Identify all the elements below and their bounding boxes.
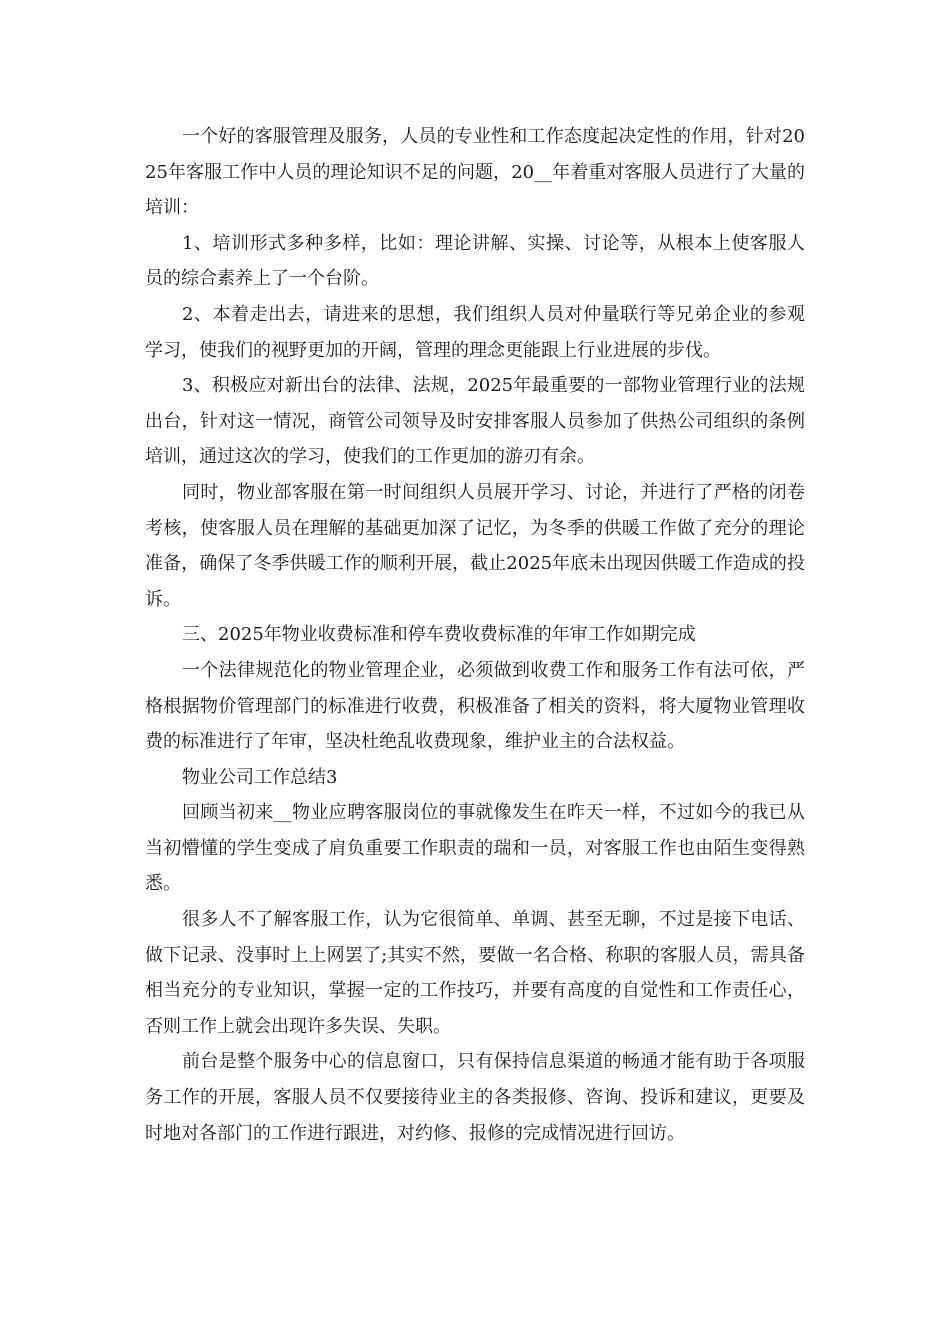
- paragraph-training-item-2: 2、本着走出去，请进来的思想，我们组织人员对仲量联行等兄弟企业的参观学习，使我们的视野更加的开阔，管理的理念更能跟上行业进展的步伐。: [145, 303, 805, 361]
- section-heading-summary-3: 物业公司工作总结3: [182, 766, 338, 788]
- section-heading-fee-review: 三、2025年物业收费标准和停车费收费标准的年审工作如期完成: [182, 624, 696, 646]
- paragraph-training-item-1: 1、培训形式多种多样，比如：理论讲解、实操、讨论等，从根本上使客服人员的综合素养上了一个台阶。: [145, 232, 805, 290]
- paragraph-training-intro: 一个好的客服管理及服务，人员的专业性和工作态度起决定性的作用，针对2025年客服工作中人员的理论知识不足的问题，20__年着重对客服人员进行了大量的培训：: [145, 126, 805, 219]
- document-body: [145, 119, 805, 1151]
- paragraph-heating-exam: 同时，物业部客服在第一时间组织人员展开学习、讨论，并进行了严格的闭卷考核，使客服人员在理解的基础更加深了记忆，为冬季的供暖工作做了充分的理论准备，确保了冬季供暖工作的顺利开展，截止2025年底未出现因供暖工作造成的投诉。: [145, 481, 805, 610]
- paragraph-looking-back: 回顾当初来__物业应聘客服岗位的事就像发生在昨天一样，不过如今的我已从当初懵懂的学生变成了肩负重要工作职责的瑞和一员，对客服工作也由陌生变得熟悉。: [145, 802, 805, 895]
- paragraph-fee-review: 一个法律规范化的物业管理企业，必须做到收费工作和服务工作有法可依，严格根据物价管理部门的标准进行收费，积极准备了相关的资料，将大厦物业管理收费的标准进行了年审，坚决杜绝乱收费现象，维护业主的合法权益。: [145, 659, 805, 753]
- paragraph-customer-service-role: 很多人不了解客服工作，认为它很简单、单调、甚至无聊，不过是接下电话、做下记录、没事时上上网罢了;其实不然，要做一名合格、称职的客服人员，需具备相当充分的专业知识，掌握一定的工作技巧，并要有高度的自觉性和工作责任心，否则工作上就会出现许多失误、失职。: [145, 909, 805, 1037]
- paragraph-front-desk: 前台是整个服务中心的信息窗口，只有保持信息渠道的畅通才能有助于各项服务工作的开展，客服人员不仅要接待业主的各类报修、咨询、投诉和建议，更要及时地对各部门的工作进行跟进，对约修、报修的完成情况进行回访。: [145, 1051, 805, 1144]
- paragraph-training-item-3: 3、积极应对新出台的法律、法规，2025年最重要的一部物业管理行业的法规出台，针对这一情况，商管公司领导及时安排客服人员参加了供热公司组织的条例培训，通过这次的学习，使我们的工作更加的游刃有余。: [145, 375, 805, 468]
